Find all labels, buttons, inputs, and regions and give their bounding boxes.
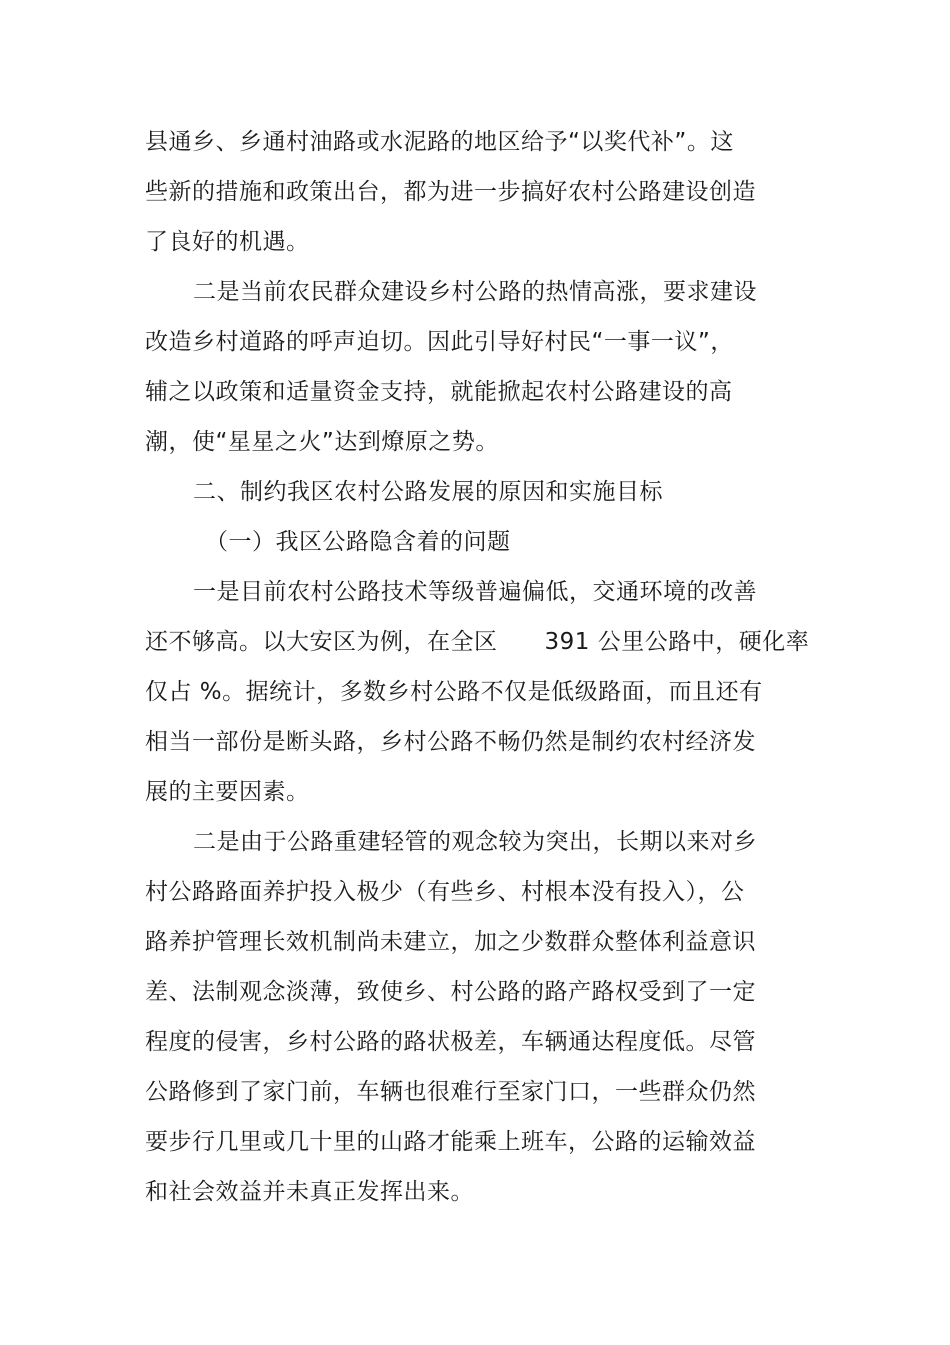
text-line: 辅之以政策和适量资金支持，就能掀起农村公路建设的高	[145, 379, 733, 405]
text-line: 程度的侵害，乡村公路的路状极差，车辆通达程度低。尽管	[145, 1029, 756, 1055]
text-line: 公路修到了家门前，车辆也很难行至家门口，一些群众仍然	[145, 1079, 756, 1105]
text-line: 二是当前农民群众建设乡村公路的热情高涨，要求建设	[193, 279, 757, 305]
section-heading: 二、制约我区农村公路发展的原因和实施目标	[193, 479, 663, 505]
text-line: 和社会效益并未真正发挥出来。	[145, 1179, 474, 1205]
text-line: 要步行几里或几十里的山路才能乘上班车，公路的运输效益	[145, 1129, 756, 1155]
text-line: 了良好的机遇。	[145, 229, 310, 255]
text-line: 一是目前农村公路技术等级普遍偏低，交通环境的改善	[193, 579, 757, 605]
text-line: 二是由于公路重建轻管的观念较为突出，长期以来对乡	[193, 829, 757, 855]
text-line: 县通乡、乡通村油路或水泥路的地区给予“以奖代补”。这	[145, 129, 734, 155]
text-line: 差、法制观念淡薄，致使乡、村公路的路产路权受到了一定	[145, 979, 756, 1005]
text-line: 还不够高。以大安区为例，在全区 391 公里公路中，硬化率	[145, 629, 810, 655]
text-line: 仅占 %。据统计，多数乡村公路不仅是低级路面，而且还有	[145, 679, 763, 705]
text-line: 路养护管理长效机制尚未建立，加之少数群众整体利益意识	[145, 929, 756, 955]
text-line: 相当一部份是断头路，乡村公路不畅仍然是制约农村经济发	[145, 729, 756, 755]
text-line: 村公路路面养护投入极少（有些乡、村根本没有投入），公	[145, 879, 745, 905]
text-line: 潮，使“星星之火”达到燎原之势。	[145, 429, 499, 455]
subsection-heading: （一）我区公路隐含着的问题	[205, 529, 511, 555]
text-line: 些新的措施和政策出台，都为进一步搞好农村公路建设创造	[145, 179, 756, 205]
text-line: 展的主要因素。	[145, 779, 310, 805]
text-line: 改造乡村道路的呼声迫切。因此引导好村民“一事一议”，	[145, 329, 734, 355]
